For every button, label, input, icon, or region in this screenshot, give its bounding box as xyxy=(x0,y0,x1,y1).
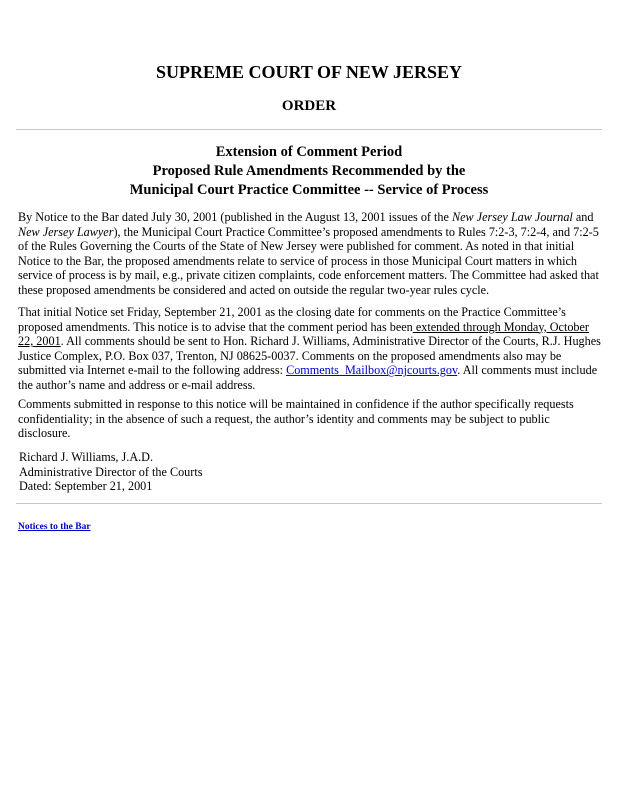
notices-to-bar-link[interactable]: Notices to the Bar xyxy=(18,522,91,532)
top-divider xyxy=(16,129,602,130)
p1-publication-1: New Jersey Law Journal xyxy=(451,210,573,224)
signer-name: Richard J. Williams, J.A.D. xyxy=(19,450,154,464)
extended-date: extended through Monday, October 22, 2001 xyxy=(18,319,589,349)
paragraph-background xyxy=(18,210,603,298)
p1-text-3: ), the Municipal Court Practice Committee’s proposed amendments to Rules 7:2-3, 7:2-4, and 7:2-5 of the Rules Governing the Courts of the State of New Jersey were published for comment. As noted in that initial Notice to the Bar, the proposed amendments relate to service of process in those Municipal Court matters in which service of process is by mail, e.g., private citizen complaints, code enforcement matters. The Committee had asked that these proposed amendments be considered and acted on outside the regular two-year rules cycle. xyxy=(18,224,599,297)
court-title: SUPREME COURT OF NEW JERSEY xyxy=(155,62,463,82)
subject-line-2: Proposed Rule Amendments Recommended by the xyxy=(152,163,466,179)
notice-subject xyxy=(0,143,618,200)
p1-text-1: By Notice to the Bar dated July 30, 2001 (published in the August 13, 2001 issues of the xyxy=(18,210,452,224)
paragraph-extension xyxy=(18,305,603,393)
paragraph-confidentiality: Comments submitted in response to this notice will be maintained in confidence if the author specifically requests confidentiality; in the absence of such a request, the author’s identity and comments may be subject to public disclosure. xyxy=(18,397,574,441)
signer-title: Administrative Director of the Courts xyxy=(19,464,203,479)
subject-line-1: Extension of Comment Period xyxy=(215,144,403,160)
p2-text-2: . All comments should be sent to Hon. Richard J. Williams, Administrative Director of the Courts, R.J. Hughes Justice Complex, P.O. Box 037, Trenton, NJ 08625-0037. Comments on the proposed amendments also may be submitted via Internet e-mail to the following address: xyxy=(18,334,601,378)
p1-publication-2: New Jersey Lawyer xyxy=(18,224,114,239)
subject-line-3: Municipal Court Practice Committee -- Service of Process xyxy=(129,182,489,198)
order-heading: ORDER xyxy=(281,98,337,114)
email-link[interactable]: Comments_Mailbox@njcourts.gov xyxy=(286,363,458,378)
p1-text-2: and xyxy=(572,210,594,224)
p2-text-3: . All comments must include the author’s name and address or e-mail address. xyxy=(18,363,598,392)
p2-text-1: That initial Notice set Friday, September 21, 2001 as the closing date for comments on the Practice Committee’s proposed amendments. This notice is to advise that the comment period has been xyxy=(18,305,566,334)
bottom-divider xyxy=(16,503,602,504)
signature-block xyxy=(19,450,419,494)
signature-date: Dated: September 21, 2001 xyxy=(19,479,153,494)
